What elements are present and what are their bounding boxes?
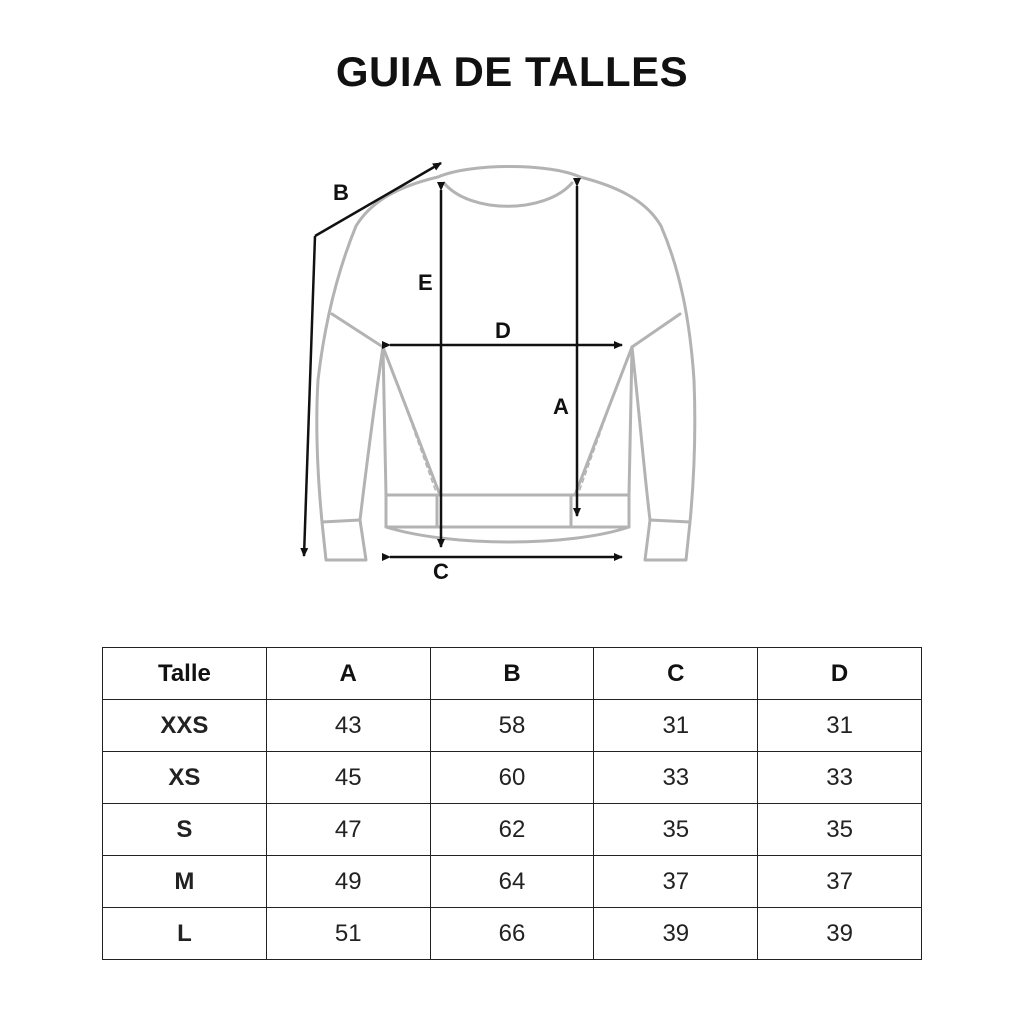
- table-row: [103, 752, 922, 804]
- table-row: [103, 856, 922, 908]
- value-cell: 33: [758, 752, 922, 804]
- value-cell: 64: [430, 856, 594, 908]
- value-cell: 35: [758, 804, 922, 856]
- header-talle: Talle: [103, 648, 267, 700]
- value-cell: 33: [594, 752, 758, 804]
- value-cell: 35: [594, 804, 758, 856]
- value-cell: 60: [430, 752, 594, 804]
- size-cell: L: [103, 908, 267, 960]
- value-cell: 43: [266, 700, 430, 752]
- table-row: [103, 908, 922, 960]
- page-title: GUIA DE TALLES: [335, 48, 689, 95]
- label-b: B: [333, 180, 349, 205]
- size-cell: S: [103, 804, 267, 856]
- value-cell: 39: [594, 908, 758, 960]
- header-d: D: [758, 648, 922, 700]
- label-d: D: [495, 318, 511, 343]
- table-header-row: [103, 648, 922, 700]
- value-cell: 37: [594, 856, 758, 908]
- value-cell: 31: [758, 700, 922, 752]
- value-cell: 66: [430, 908, 594, 960]
- header-b: B: [430, 648, 594, 700]
- arrow-b-side: [304, 236, 315, 556]
- label-a: A: [553, 394, 569, 419]
- value-cell: 37: [758, 856, 922, 908]
- size-cell: M: [103, 856, 267, 908]
- header-c: C: [594, 648, 758, 700]
- table-row: [103, 700, 922, 752]
- value-cell: 58: [430, 700, 594, 752]
- value-cell: 45: [266, 752, 430, 804]
- label-c: C: [433, 559, 449, 584]
- measurement-arrows: [304, 163, 622, 557]
- value-cell: 49: [266, 856, 430, 908]
- size-cell: XXS: [103, 700, 267, 752]
- value-cell: 31: [594, 700, 758, 752]
- label-e: E: [418, 270, 433, 295]
- value-cell: 62: [430, 804, 594, 856]
- size-table: [102, 647, 922, 960]
- value-cell: 51: [266, 908, 430, 960]
- value-cell: 47: [266, 804, 430, 856]
- value-cell: 39: [758, 908, 922, 960]
- size-cell: XS: [103, 752, 267, 804]
- header-a: A: [266, 648, 430, 700]
- sweatshirt-icon: [317, 167, 695, 561]
- table-row: [103, 804, 922, 856]
